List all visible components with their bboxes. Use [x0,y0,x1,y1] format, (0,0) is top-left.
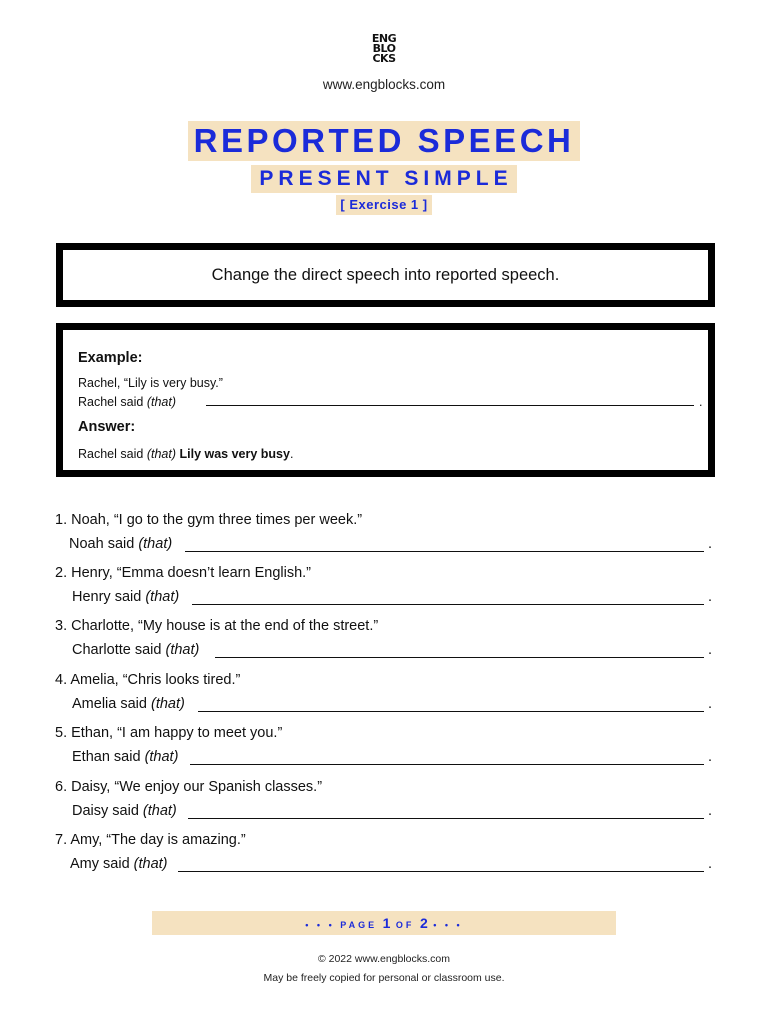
answer-period: . [708,696,713,712]
question-2 [55,565,311,581]
answer-that: (that) [133,856,168,872]
answer-prompt: Amy said [70,856,130,872]
instruction-text: Change the direct speech into reported speech. [211,265,560,284]
question-number: 3. [55,618,68,634]
page-dots-left: • • • [305,920,335,930]
answer-row-6 [72,803,722,823]
answer-row-5 [72,749,722,769]
answer-row-3 [72,642,722,662]
answer-prompt: Henry said [72,589,142,605]
answer-blank-7[interactable] [178,871,704,872]
question-direct-speech: Amy, “The day is amazing.” [70,832,246,848]
answer-period: . [708,803,713,819]
question-direct-speech: Charlotte, “My house is at the end of the street.” [71,618,379,634]
worksheet-subtitle: PRESENT SIMPLE [251,165,516,193]
question-direct-speech: Ethan, “I am happy to meet you.” [71,725,283,741]
logo-line-3: CKS [372,52,396,65]
answer-blank-5[interactable] [190,764,704,765]
question-direct-speech: Noah, “I go to the gym three times per week.” [71,512,363,528]
answer-that: (that) [142,803,177,819]
subtitle-container [0,165,768,193]
answer-period: . [289,447,294,461]
answer-blank-6[interactable] [188,818,704,819]
question-5 [55,725,282,741]
title-container [0,121,768,161]
answer-prompt: Amelia said [72,696,147,712]
answer-row-4 [72,696,722,716]
license-text: May be freely copied for personal or classroom use. [263,972,505,984]
worksheet-title: REPORTED SPEECH [188,121,581,161]
example-prompt: Rachel said [78,395,144,409]
site-url: www.engblocks.com [322,77,446,92]
answer-row-1 [69,536,719,556]
question-direct-speech: Henry, “Emma doesn’t learn English.” [71,565,312,581]
question-number: 4. [55,672,68,688]
example-answer-blank [206,405,694,406]
answer-prompt: Rachel said [78,447,144,461]
question-number: 1. [55,512,68,528]
answer-period: . [708,589,713,605]
logo-line-1: ENG [371,32,397,45]
page-dots-right: • • • [433,920,463,930]
page-total: 2 [419,915,428,931]
answer-period: . [708,536,713,552]
answer-text: Lily was very busy [179,447,290,461]
question-direct-speech: Amelia, “Chris looks tired.” [70,672,241,688]
engblocks-logo [364,34,404,64]
instruction-box [56,243,715,307]
question-number: 5. [55,725,68,741]
answer-that: (that) [145,589,180,605]
question-number: 7. [55,832,68,848]
answer-that: (that) [146,447,176,461]
answer-that: (that) [138,536,173,552]
answer-prompt: Charlotte said [72,642,162,658]
example-direct-speech: Rachel, “Lily is very busy.” [78,376,223,390]
example-that: (that) [146,395,176,409]
answer-that: (that) [144,749,179,765]
answer-blank-1[interactable] [185,551,704,552]
question-3 [55,618,378,634]
answer-prompt: Daisy said [72,803,139,819]
question-6 [55,779,322,795]
answer-period: . [708,749,713,765]
logo-line-2: BLO [372,42,396,55]
answer-heading: Answer: [78,419,136,435]
page-indicator [152,911,616,935]
answer-row-2 [72,589,722,609]
example-box [56,323,715,477]
exercise-label: [ Exercise 1 ] [336,195,431,215]
example-answer-row [78,447,293,461]
answer-prompt: Noah said [69,536,135,552]
example-heading: Example: [78,350,143,366]
answer-that: (that) [165,642,200,658]
question-number: 2. [55,565,68,581]
example-prompt-row [78,395,718,409]
question-1 [55,512,362,528]
copyright-text: © 2022 www.engblocks.com [317,953,451,965]
answer-blank-2[interactable] [192,604,704,605]
answer-that: (that) [150,696,185,712]
page-word: PAGE [340,920,378,930]
exercise-container [0,195,768,215]
page-of-word: OF [395,920,415,930]
page-current: 1 [382,915,391,931]
question-7 [55,832,246,848]
answer-row-7 [70,856,720,876]
answer-blank-3[interactable] [215,657,704,658]
answer-blank-4[interactable] [198,711,704,712]
answer-prompt: Ethan said [72,749,141,765]
question-number: 6. [55,779,68,795]
answer-period: . [708,856,713,872]
question-4 [55,672,240,688]
example-period: . [699,395,703,409]
answer-period: . [708,642,713,658]
question-direct-speech: Daisy, “We enjoy our Spanish classes.” [71,779,323,795]
